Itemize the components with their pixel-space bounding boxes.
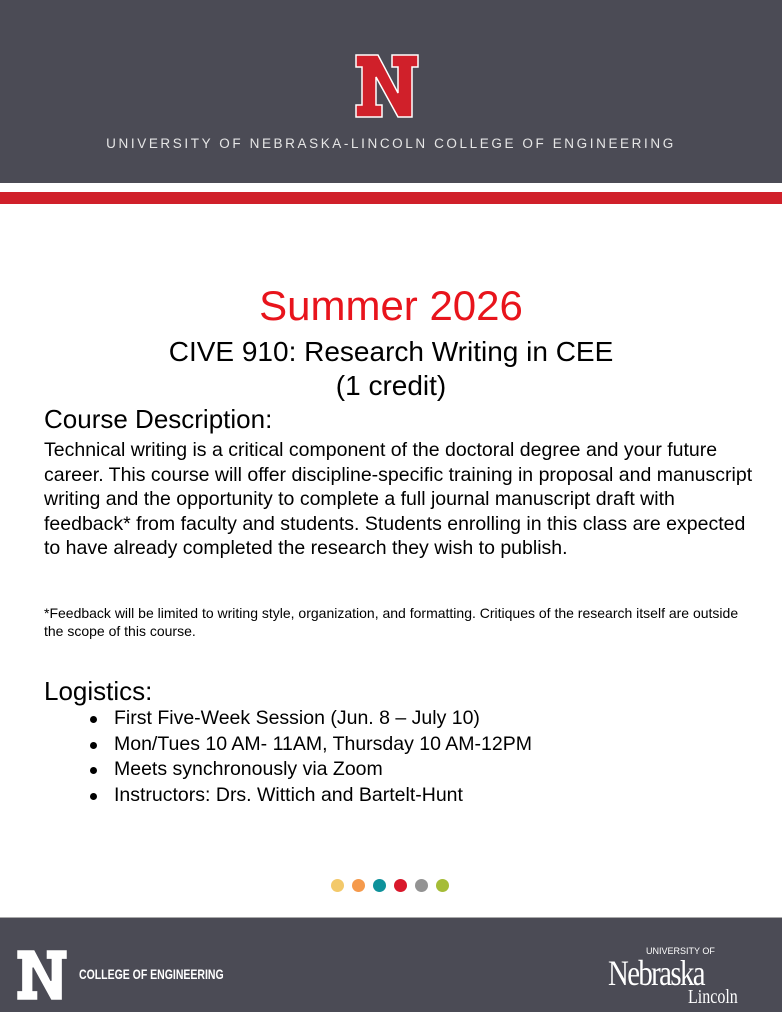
list-item: Instructors: Drs. Wittich and Bartelt-Hunt [90, 784, 532, 810]
color-dot [436, 879, 449, 892]
description-heading: Course Description: [44, 404, 273, 434]
nebraska-n-footer-logo [14, 948, 70, 1002]
wordmark-main: Nebraska [608, 953, 704, 993]
color-dot [352, 879, 365, 892]
course-credit: (1 credit) [335, 370, 447, 401]
feedback-note: *Feedback will be limited to writing style, organization, and formatting. Critiques of the research itself are outside the scope of this course. [44, 605, 739, 639]
list-item: First Five-Week Session (Jun. 8 – July 10) [90, 707, 532, 733]
logistics-heading: Logistics: [44, 676, 153, 706]
college-name: COLLEGE OF ENGINEERING [79, 966, 224, 982]
org-name: UNIVERSITY OF NEBRASKA-LINCOLN COLLEGE OF ENGINEERING [106, 136, 676, 151]
wordmark-top: UNIVERSITY OF [646, 946, 715, 956]
color-dot [415, 879, 428, 892]
wordmark-bottom: Lincoln [688, 986, 738, 1008]
term-title: Summer 2026 [259, 282, 523, 329]
footer-banner [0, 917, 782, 1012]
color-dot [373, 879, 386, 892]
logistics-list [90, 707, 532, 809]
list-item: Meets synchronously via Zoom [90, 758, 532, 784]
color-dot [394, 879, 407, 892]
header-banner [0, 0, 782, 183]
course-title: CIVE 910: Research Writing in CEE [168, 336, 614, 367]
nebraska-n-logo [354, 53, 420, 119]
list-item: Mon/Tues 10 AM- 11AM, Thursday 10 AM-12PM [90, 733, 532, 759]
description-body: Technical writing is a critical component of the doctoral degree and your future career. This course will offer discipline-specific training in proposal and manuscript writing and the opportunity to complete a full journal manuscript draft with feedback* from faculty and students. Students enrolling in this class are expected to have already completed the research they wish to publish. [44, 439, 753, 559]
color-dot [331, 879, 344, 892]
unl-wordmark [606, 940, 756, 1010]
red-divider [0, 192, 782, 204]
decorative-dots [331, 879, 449, 892]
